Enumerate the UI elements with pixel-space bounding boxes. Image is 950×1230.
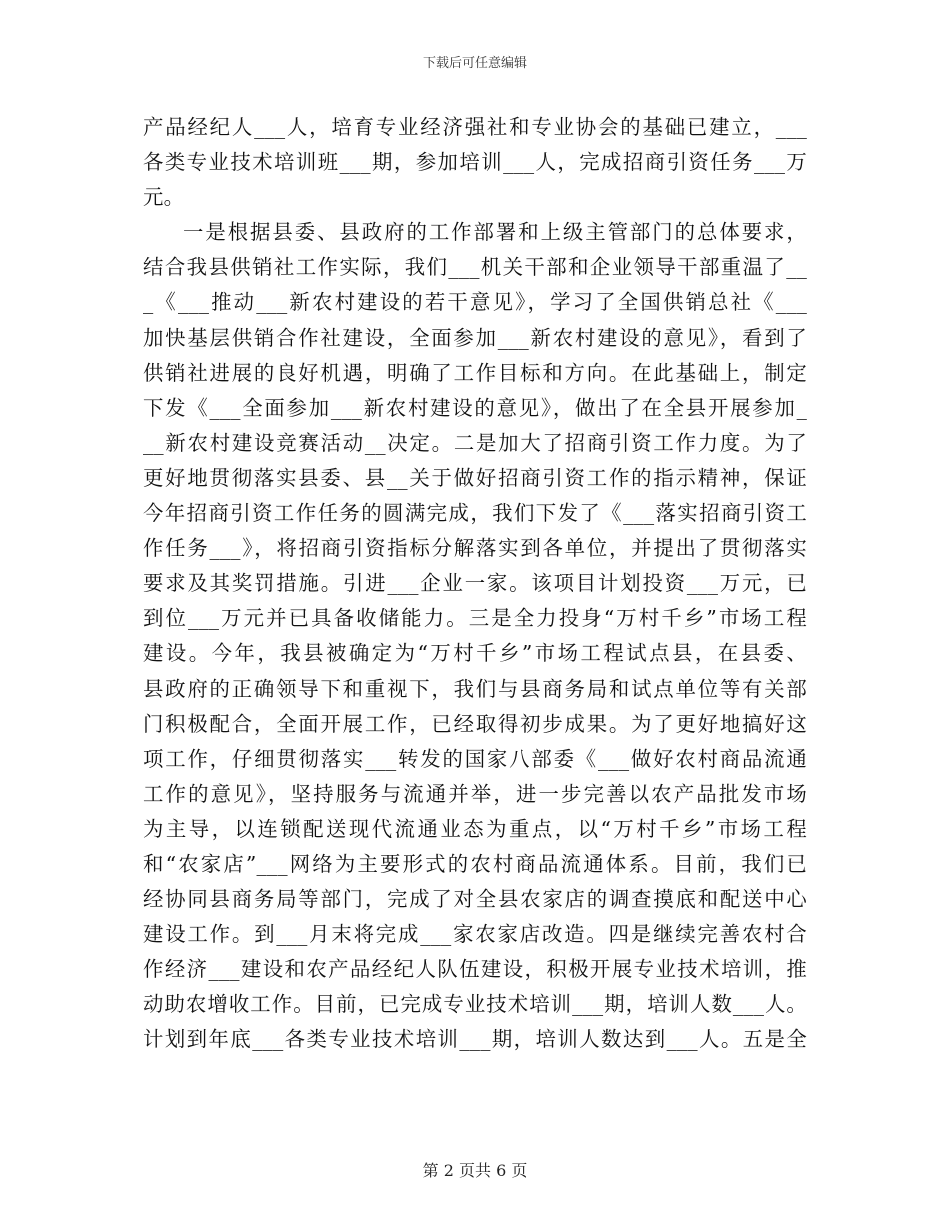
text-line: 元。	[143, 185, 185, 210]
text-line: 作经济___建设和农产品经纪人队伍建设，积极开展专业技术培训，推	[143, 957, 807, 982]
text-line: 要求及其奖罚措施。引进___企业一家。该项目计划投资___万元，已	[143, 571, 807, 596]
text-line: _《___推动___新农村建设的若干意见》，学习了全国供销总社《___	[143, 290, 807, 315]
text-line: 加快基层供销合作社建设，全面参加___新农村建设的意见》，看到了	[143, 325, 807, 350]
text-line: 工作的意见》，坚持服务与流通并举，进一步完善以农产品批发市场	[143, 781, 807, 806]
document-body	[143, 110, 807, 1058]
page-number: 第 2 页共 6 页	[422, 1161, 528, 1180]
text-line: 为主导，以连锁配送现代流通业态为重点，以“万村千乡”市场工程	[143, 816, 807, 841]
text-line: 下发《___全面参加___新农村建设的意见》，做出了在全县开展参加_	[143, 395, 807, 420]
text-line: 计划到年底___各类专业技术培训___期，培训人数达到___人。五是全	[143, 1027, 807, 1052]
text-line: 动助农增收工作。目前，已完成专业技术培训___期，培训人数___人。	[143, 992, 807, 1017]
text-line: 今年招商引资工作任务的圆满完成，我们下发了《___落实招商引资工	[143, 501, 807, 526]
text-line: 和“农家店”___网络为主要形式的农村商品流通体系。目前，我们已	[143, 851, 807, 876]
page-header: 下载后可任意编辑	[422, 56, 527, 71]
text-line: 项工作，仔细贯彻落实___转发的国家八部委《___做好农村商品流通	[143, 746, 807, 771]
text-line: 各类专业技术培训班___期，参加培训___人，完成招商引资任务___万	[143, 150, 807, 175]
text-line: 到位___万元并已具备收储能力。三是全力投身“万村千乡”市场工程	[143, 606, 807, 631]
text-line: 县政府的正确领导下和重视下，我们与县商务局和试点单位等有关部	[143, 676, 807, 701]
text-line: 供销社进展的良好机遇，明确了工作目标和方向。在此基础上，制定	[143, 360, 807, 385]
text-line: 经协同县商务局等部门，完成了对全县农家店的调查摸底和配送中心	[143, 887, 807, 912]
paragraph-first-line: 一是根据县委、县政府的工作部署和上级主管部门的总体要求，	[183, 220, 807, 245]
text-line: 建设工作。到___月末将完成___家农家店改造。四是继续完善农村合	[143, 922, 807, 947]
text-line: 产品经纪人___人，培育专业经济强社和专业协会的基础已建立，___	[143, 115, 807, 139]
text-line: 结合我县供销社工作实际，我们___机关干部和企业领导干部重温了__	[143, 255, 807, 280]
text-line: 建设。今年，我县被确定为“万村千乡”市场工程试点县，在县委、	[143, 641, 807, 666]
text-line: 门积极配合，全面开展工作，已经取得初步成果。为了更好地搞好这	[143, 711, 807, 736]
text-line: __新农村建设竞赛活动__决定。二是加大了招商引资工作力度。为了	[143, 430, 807, 455]
text-line: 作任务___》，将招商引资指标分解落实到各单位，并提出了贯彻落实	[143, 536, 807, 561]
text-line: 更好地贯彻落实县委、县__关于做好招商引资工作的指示精神，保证	[143, 465, 807, 490]
